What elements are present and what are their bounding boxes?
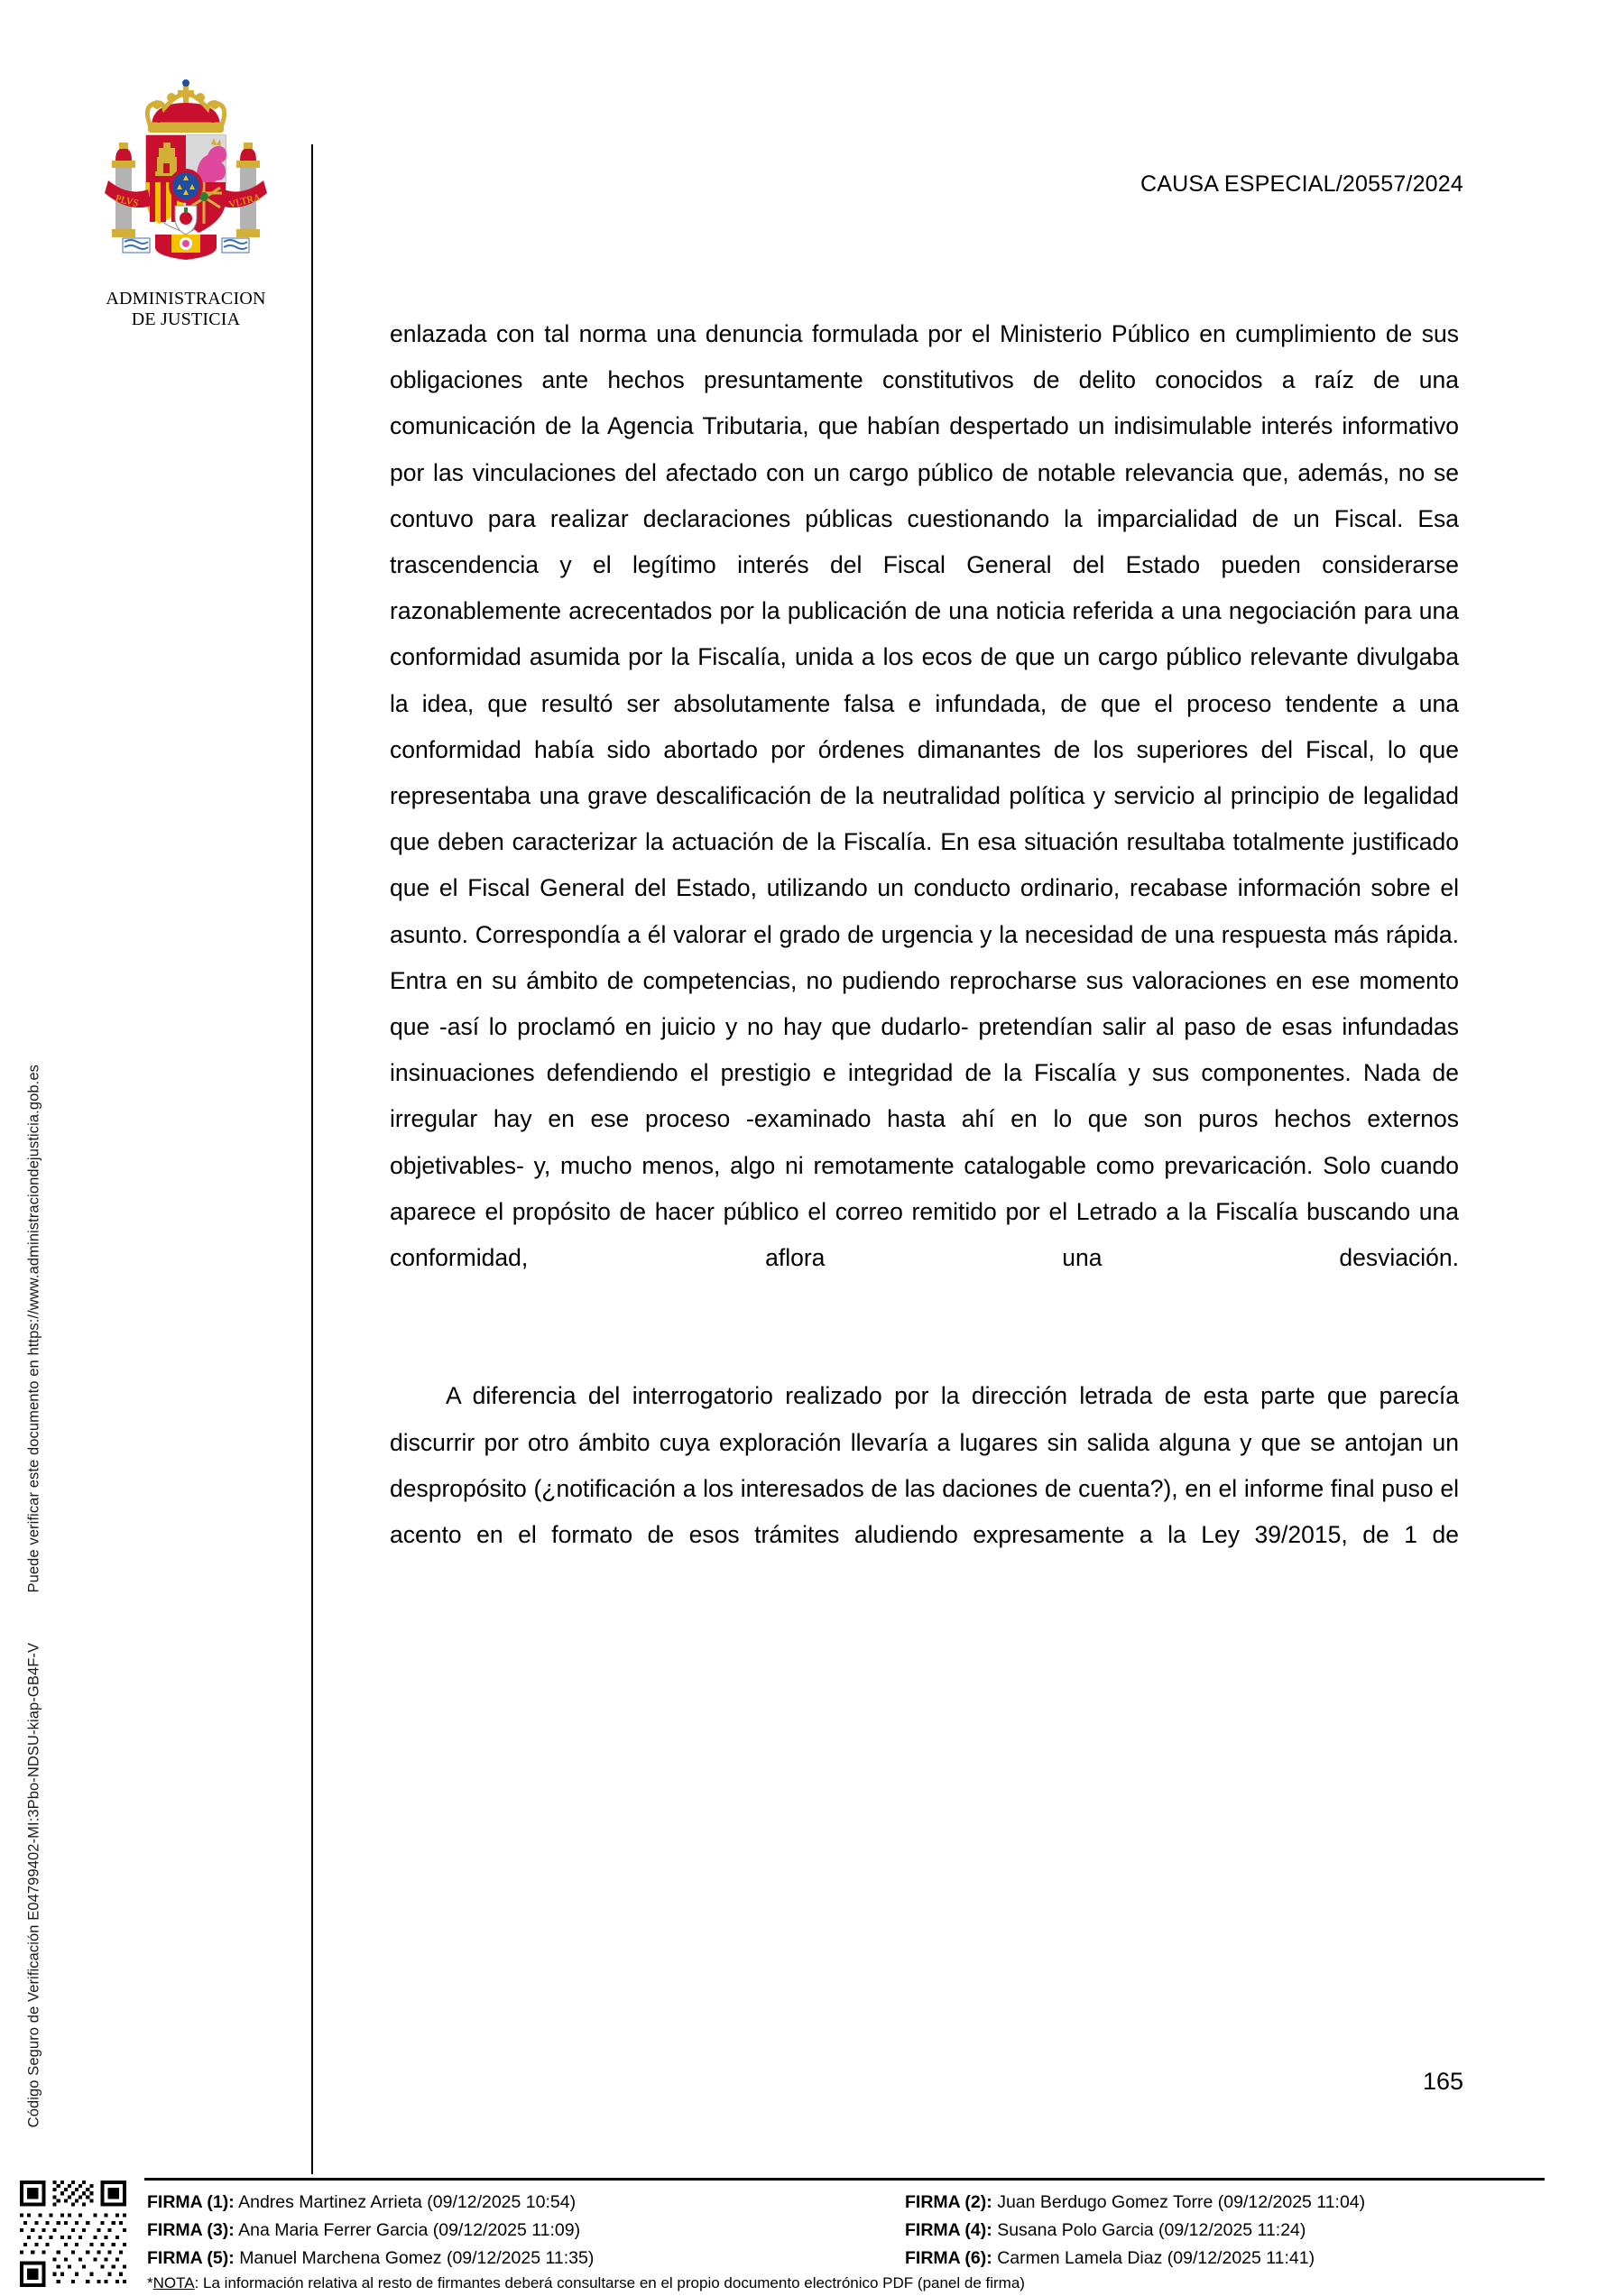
signature-grid xyxy=(147,2189,1546,2273)
page-number: 165 xyxy=(1422,2068,1463,2095)
verification-code-text xyxy=(26,1065,43,2127)
signature-value: Carmen Lamela Diaz (09/12/2025 11:41) xyxy=(997,2248,1315,2268)
footer-divider xyxy=(144,2178,1545,2181)
emblem-caption-line-2: DE JUSTICIA xyxy=(131,309,241,330)
signature-entry xyxy=(905,2245,1546,2273)
verification-code-label: Código Seguro de Verificación E04799402-MI:3Pbo-NDSU-kiap-GB4F-V xyxy=(25,1642,42,2128)
document-body xyxy=(390,311,1459,1604)
case-reference-header: CAUSA ESPECIAL/20557/2024 xyxy=(1140,171,1463,197)
qr-code-icon xyxy=(20,2180,126,2288)
signature-label: FIRMA (1): xyxy=(147,2192,235,2212)
verification-code-strip xyxy=(16,1065,52,2147)
verification-url-text: Puede verificar este documento en https://www.administraciondejusticia.gob.es xyxy=(25,1065,42,1593)
signature-value: Susana Polo Garcia (09/12/2025 11:24) xyxy=(997,2220,1306,2240)
signature-label: FIRMA (5): xyxy=(147,2248,235,2268)
signature-entry xyxy=(905,2189,1546,2217)
signature-entry xyxy=(147,2189,905,2217)
emblem-block xyxy=(83,79,289,330)
signature-value: Andres Martinez Arrieta (09/12/2025 10:54) xyxy=(238,2192,577,2212)
signature-label: FIRMA (3): xyxy=(147,2220,235,2240)
signature-value: Manuel Marchena Gomez (09/12/2025 11:35) xyxy=(239,2248,595,2268)
svg-text:PLVS: PLVS xyxy=(114,193,140,210)
footer-note-keyword: NOTA xyxy=(152,2274,195,2291)
signature-value: Ana Maria Ferrer Garcia (09/12/2025 11:09) xyxy=(238,2220,581,2240)
signature-label: FIRMA (4): xyxy=(905,2220,992,2240)
signature-entry xyxy=(147,2245,905,2273)
body-paragraph: enlazada con tal norma una denuncia formulada por el Ministerio Público en cumplimiento de sus obligaciones ante hechos presuntamente constitutivos de delito conocidos a raíz de una comunicación de la Agencia Tributaria, que habían despertado un indisimulable interés informativo por las vinculaciones del afectado con un cargo público de notable relevancia que, además, no se contuvo para realizar declaraciones públicas cuestionando la imparcialidad de un Fiscal. Esa trascendencia y el legítimo interés del Fiscal General del Estado pueden considerarse razonablemente acrecentados por la publicación de una noticia referida a una negociación para una conformidad asumida por la Fiscalía, unida a los ecos de que un cargo público relevante divulgaba la idea, que resultó ser absolutamente falsa e infundada, de que el proceso tendente a una conformidad había sido abortado por órdenes dimanantes de los superiores del Fiscal, lo que representaba una grave descalificación de la neutralidad política y servicio al principio de legalidad que deben caracterizar la actuación de la Fiscalía. En esa situación resultaba totalmente justificado que el Fiscal General del Estado, utilizando un conducto ordinario, recabase información sobre el asunto. Correspondía a él valorar el grado de urgencia y la necesidad de una respuesta más rápida. Entra en su ámbito de competencias, no pudiendo reprocharse sus valoraciones en ese momento que -así lo proclamó en juicio y no hay que dudarlo- pretendían salir al paso de esas infundadas insinuaciones defendiendo el prestigio e integridad de la Fiscalía y sus componentes. Nada de irregular hay en ese proceso -examinado hasta ahí en lo que son puros hechos externos objetivables- y, mucho menos, algo ni remotamente catalogable como prevaricación. Solo cuando aparece el propósito de hacer público el correo remitido por el Letrado a la Fiscalía buscando una conformidad, aflora una desviación. xyxy=(390,320,1459,1272)
margin-divider xyxy=(311,144,313,2174)
body-paragraph: A diferencia del interrogatorio realizado por la dirección letrada de esta parte que parecía discurrir por otro ámbito cuya exploración llevaría a lugares sin salida alguna y que se antojan un despropósito (¿notificación a los interesados de las daciones de cuenta?), en el informe final puso el acento en el formato de esos trámites aludiendo expresamente a la Ley 39/2015, de 1 de xyxy=(390,1382,1459,1549)
document-footer xyxy=(0,2172,1624,2296)
footer-note-star: * xyxy=(147,2274,153,2291)
footer-note-text: : La información relativa al resto de firmantes deberá consultarse en el propio documento electrónico PDF (panel de firma) xyxy=(194,2274,1025,2291)
emblem-caption xyxy=(83,289,289,330)
footer-note xyxy=(147,2273,1025,2293)
signature-label: FIRMA (6): xyxy=(905,2248,992,2268)
signature-entry xyxy=(905,2217,1546,2245)
emblem-caption-line-1: ADMINISTRACION xyxy=(106,289,266,309)
spain-coat-of-arms-icon xyxy=(96,79,276,287)
signature-label: FIRMA (2): xyxy=(905,2192,992,2212)
signature-entry xyxy=(147,2217,905,2245)
signature-value: Juan Berdugo Gomez Torre (09/12/2025 11:04) xyxy=(997,2192,1366,2212)
svg-text:VLTRA: VLTRA xyxy=(227,191,263,211)
